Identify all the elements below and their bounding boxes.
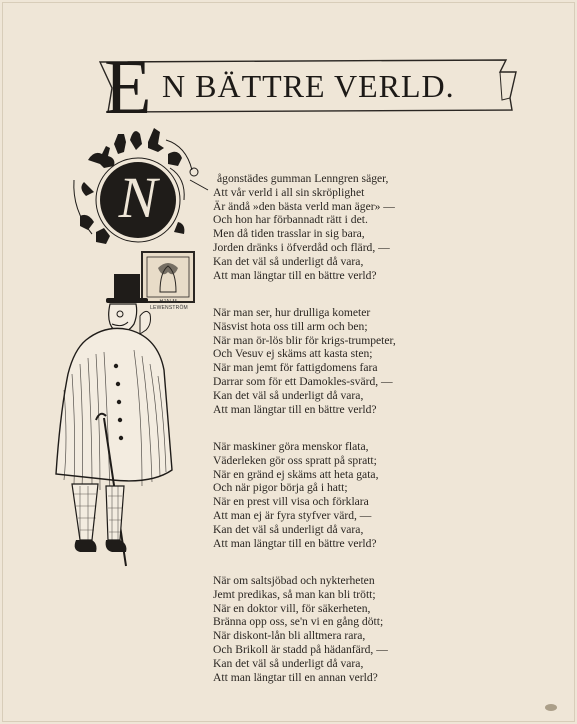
drop-cap-letter: N: [118, 165, 158, 230]
verse-line: Att vår verld i all sin skröplighet: [213, 185, 365, 199]
gentleman-with-top-hat-illustration: [46, 270, 176, 570]
verse-line: När om saltsjöbad och nykterheten: [213, 574, 375, 587]
ink-stain: [545, 704, 557, 711]
verse-line: Kan det väl så underligt då vara,: [213, 522, 364, 536]
verse-line: Är ändå »den bästa verld man äger» —: [213, 199, 395, 213]
verse-line: Att man ej är fyra styfver värd, —: [213, 508, 372, 522]
verse-line: Bränna opp oss, se'n vi en gång dött;: [213, 615, 384, 629]
verse-line: Och Brikoll är stadd på hädanfärd, —: [213, 642, 388, 656]
stanza-3: [213, 440, 463, 550]
verse-line: Jorden dränks i öfverdåd och flärd, —: [213, 240, 390, 254]
verse-line: När en gränd ej skäms att heta gata,: [213, 467, 379, 481]
verse-line: När diskont-lån bli alltmera rara,: [213, 629, 366, 643]
verse-line: Och hon har förbannadt rätt i det.: [213, 213, 368, 227]
verse-line: Jemt predikas, så man kan bli trött;: [213, 587, 376, 601]
stanza-4: [213, 574, 463, 684]
verse-line: När man jemt för fattigdomens fara: [213, 361, 378, 375]
stanza-1: [213, 172, 463, 282]
verse-line: När man ör-lös blir för krigs-trumpeter,: [213, 333, 396, 347]
stanza-2: [213, 306, 463, 416]
verse-line: Att man längtar till en annan verld?: [213, 670, 378, 684]
verse-line: När en doktor vill, för säkerheten,: [213, 601, 371, 615]
verse-line: När maskiner göra menskor flata,: [213, 440, 369, 453]
page-title: N BÄTTRE VERLD.: [162, 68, 455, 104]
verse-line: Kan det väl så underligt då vara,: [213, 656, 364, 670]
verse-line: När en prest vill visa och förklara: [213, 495, 369, 509]
verse-line: Näsvist hota oss till arm och ben;: [213, 319, 368, 333]
portrait-signature: HJALM. LEWENSTRÖM: [150, 299, 188, 311]
verse-line: Väderleken gör oss spratt på spratt;: [213, 453, 377, 467]
verse-line: Och Vesuv ej skäms att kasta sten;: [213, 347, 373, 361]
verse-line: ågonstädes gumman Lenngren säger,: [217, 172, 389, 185]
verse-line: Kan det väl så underligt då vara,: [213, 254, 364, 268]
verse-line: Kan det väl så underligt då vara,: [213, 388, 364, 402]
verse-line: Och när pigor börja gå i hatt;: [213, 481, 348, 495]
title-initial: E: [104, 43, 152, 130]
verse-line: Att man längtar till en bättre verld?: [213, 402, 377, 416]
verse-line: Men då tiden trasslar in sig bara,: [213, 227, 365, 241]
verse-line: Att man längtar till en bättre verld?: [213, 268, 377, 282]
verse-line: Darrar som för ett Damokles-svärd, —: [213, 374, 393, 388]
verse-line: Att man längtar till en bättre verld?: [213, 536, 377, 550]
verse-line: När man ser, hur drulliga kometer: [213, 306, 371, 319]
